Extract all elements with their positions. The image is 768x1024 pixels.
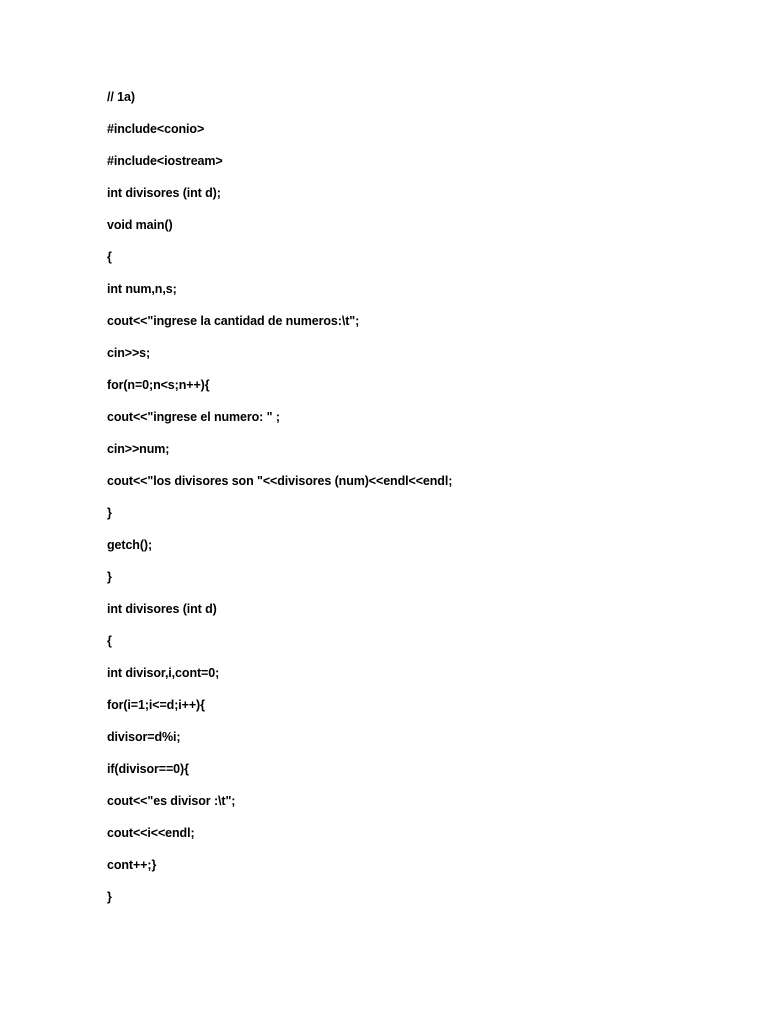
code-line: divisor=d%i; — [107, 730, 181, 744]
code-line: } — [107, 890, 112, 904]
code-line: int num,n,s; — [107, 282, 177, 296]
code-listing — [107, 88, 452, 920]
code-line: int divisores (int d) — [107, 602, 217, 616]
code-line: { — [107, 634, 112, 648]
code-line: int divisores (int d); — [107, 186, 221, 200]
code-line: cout<<"los divisores son "<<divisores (num)<<endl<<endl; — [107, 474, 453, 488]
code-line: { — [107, 250, 112, 264]
code-line: getch(); — [107, 538, 153, 552]
code-line: int divisor,i,cont=0; — [107, 666, 220, 680]
code-line: if(divisor==0){ — [107, 762, 189, 776]
code-line: cout<<"es divisor :\t"; — [107, 794, 236, 808]
code-line: #include<iostream> — [107, 154, 223, 168]
code-line: } — [107, 506, 112, 520]
code-line: cout<<"ingrese el numero: " ; — [107, 410, 280, 424]
code-line: for(n=0;n<s;n++){ — [107, 378, 210, 392]
code-line: // 1a) — [107, 90, 135, 104]
code-line: void main() — [107, 218, 173, 232]
code-line: for(i=1;i<=d;i++){ — [107, 698, 205, 712]
code-line: cin>>num; — [107, 442, 170, 456]
code-line: cin>>s; — [107, 346, 151, 360]
code-line: cout<<i<<endl; — [107, 826, 195, 840]
code-line: cout<<"ingrese la cantidad de numeros:\t"; — [107, 314, 360, 328]
code-line: } — [107, 570, 112, 584]
code-line: #include<conio> — [107, 122, 205, 136]
code-line: cont++;} — [107, 858, 157, 872]
